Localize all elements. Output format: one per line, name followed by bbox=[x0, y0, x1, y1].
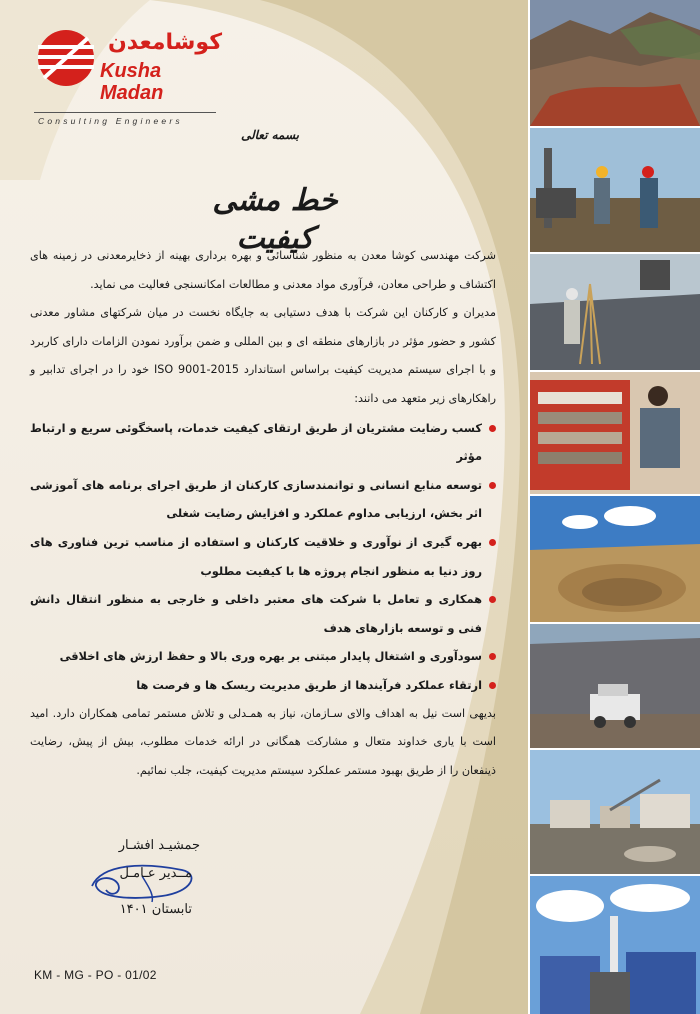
photo-mine-landscape-image bbox=[530, 0, 700, 126]
photo-mining-equipment bbox=[530, 624, 700, 748]
signature-icon bbox=[82, 856, 202, 906]
photo-open-pit bbox=[530, 496, 700, 622]
signature-date: تابستان ۱۴۰۱ bbox=[119, 902, 192, 917]
list-item: همکاری و تعامل با شرکت های معتبر داخلی و خارجی به منظور انتقال دانش فنی و توسعه بازارهای هدف bbox=[30, 585, 496, 642]
logo-name-en: Kusha Madan bbox=[100, 60, 164, 104]
list-item: سودآوری و اشتغال پایدار مبتنی بر بهره وری بالا و حفظ ارزش های اخلاقی bbox=[30, 642, 496, 671]
signatory-role: مــدیر عـامـل bbox=[119, 866, 192, 881]
photo-mine-landscape bbox=[530, 0, 700, 126]
policy-body bbox=[30, 242, 496, 785]
photo-core-boxes bbox=[530, 372, 700, 494]
list-item: کسب رضایت مشتریان از طریق ارتقای کیفیت خدمات، پاسخگوئی سریع و ارتباط مؤثر bbox=[30, 414, 496, 471]
photo-strip bbox=[528, 0, 700, 1014]
document-code: KM - MG - PO - 01/02 bbox=[34, 968, 157, 982]
closing-paragraph: بدیهی است نیل به اهداف والای سـازمان، نیاز به همـدلی و تلاش مستمر تمامی همکاران دارد. امید است با یاری خداوند متعال و مشارکت همگانی در ارائه خدمات مطلوب، بیش از پیش، رضایت ذینفعان را از طریق بهبود مستمر عملکرد سیستم مدیریت کیفیت، جلب نمائیم. bbox=[30, 706, 496, 777]
list-item: توسعه منابع انسانی و توانمندسازی کارکنان از طریق اجرای برنامه های آموزشی اثر بخش، ارزیابی مداوم عملکرد و افزایش رضایت شغلی bbox=[30, 471, 496, 528]
logo-emblem-icon bbox=[36, 28, 96, 88]
list-item: بهره گیری از نوآوری و خلاقیت کارکنان و استفاده از مناسب ترین فناوری های روز دنیا به منظور انجام پروژه ها با کیفیت مطلوب bbox=[30, 528, 496, 585]
list-item: ارتقاء عملکرد فرآیندها از طریق مدیریت ریسک ها و فرصت ها bbox=[30, 671, 496, 700]
commitments-list bbox=[30, 414, 496, 700]
page-title: خط مشی کیفیت bbox=[212, 183, 338, 256]
photo-surveyor bbox=[530, 254, 700, 370]
company-logo bbox=[34, 26, 224, 126]
photo-processing-plant bbox=[530, 750, 700, 874]
intro-paragraph-1: شرکت مهندسی کوشا معدن به منظور شناسائی و بهره برداری بهینه از ذخایرمعدنی در زمینه های اکتشاف و طراحی معادن، فرآوری مواد معدنی و مطالعات امکانسنجی فعالیت می نماید. bbox=[30, 249, 496, 291]
photo-drill-workers bbox=[530, 128, 700, 252]
signature-block bbox=[82, 834, 222, 930]
basmala: بسمه تعالی bbox=[240, 128, 300, 142]
intro-paragraph-2: مدیران و کارکنان این شرکت با هدف دستیابی به جایگاه نخست در میان شرکتهای مشاور معدنی کشور و حضور مؤثر در بازارهای منطقه ای و بین المللی و ضمن برآورد نمودن الزامات دارای کاربرد و با اجرای سیستم مدیریت کیفیت براساس استاندارد ISO 9001-2015 خود را در اجرای تدابیر و راهکارهای زیر متعهد می دانند: bbox=[30, 306, 496, 405]
logo-name-fa: کوشامعدن bbox=[107, 30, 222, 55]
photo-industrial-site bbox=[530, 876, 700, 1014]
signatory-name: جمشیـد افشـار bbox=[118, 838, 200, 853]
logo-divider bbox=[34, 112, 216, 113]
logo-subtitle: Consulting Engineers bbox=[38, 116, 183, 126]
